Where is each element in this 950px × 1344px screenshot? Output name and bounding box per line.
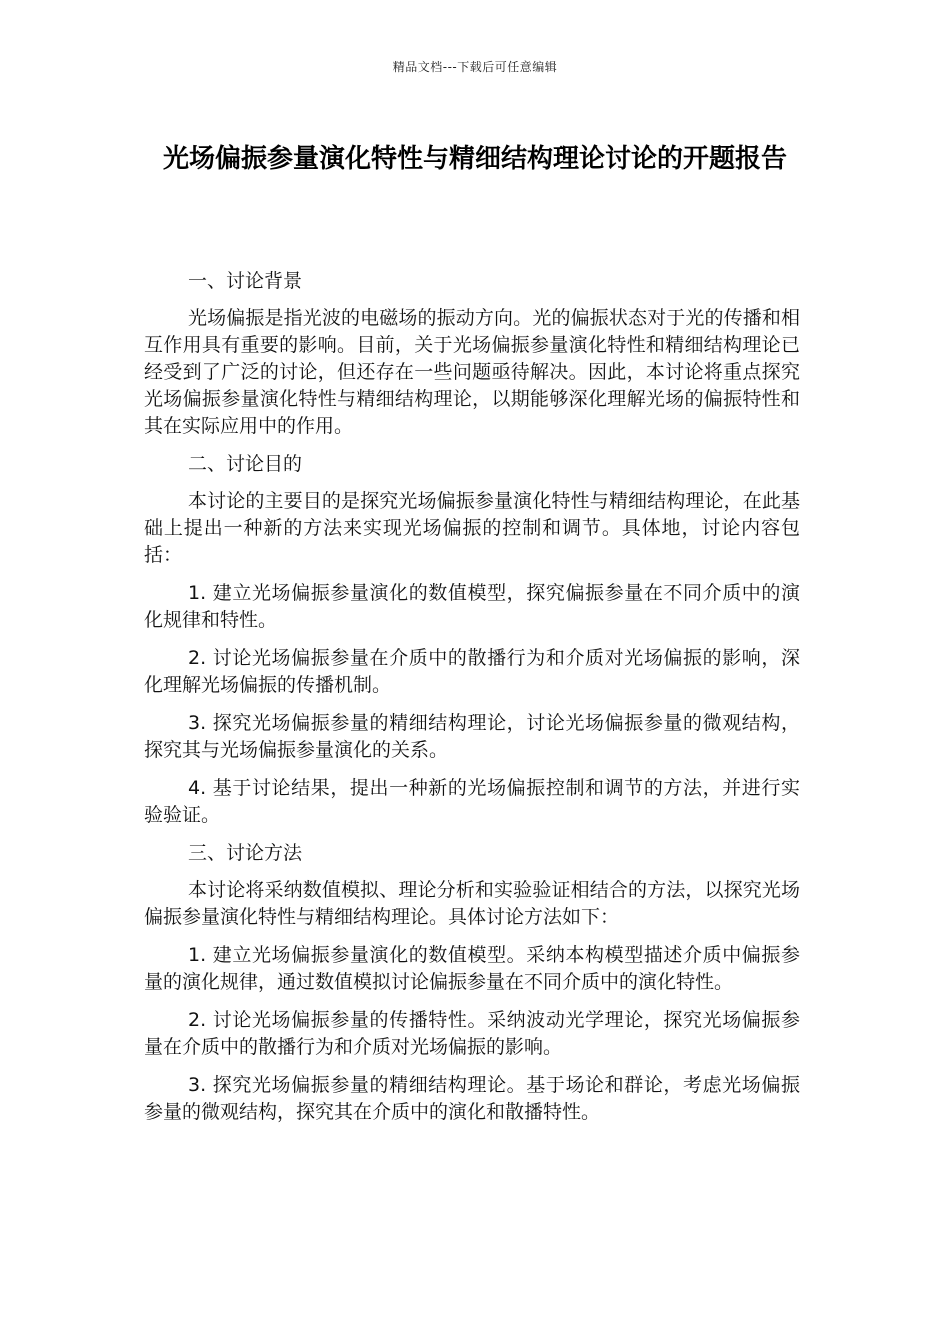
list-item: 1. 建立光场偏振参量演化的数值模型，探究偏振参量在不同介质中的演化规律和特性。 [144, 582, 800, 631]
document-title: 光场偏振参量演化特性与精细结构理论讨论的开题报告 [162, 144, 787, 174]
document-body [144, 268, 800, 1137]
list-item: 4. 基于讨论结果，提出一种新的光场偏振控制和调节的方法，并进行实验验证。 [144, 777, 800, 826]
list-item: 2. 讨论光场偏振参量在介质中的散播行为和介质对光场偏振的影响，深化理解光场偏振的传播机制。 [144, 647, 800, 696]
list-item: 3. 探究光场偏振参量的精细结构理论，讨论光场偏振参量的微观结构，探究其与光场偏振参量演化的关系。 [144, 712, 800, 761]
header-note: 精品文档---下载后可任意编辑 [392, 60, 558, 74]
section-heading-method: 三、讨论方法 [188, 842, 303, 864]
list-item: 2. 讨论光场偏振参量的传播特性。采纳波动光学理论，探究光场偏振参量在介质中的散播行为和介质对光场偏振的影响。 [144, 1009, 800, 1058]
section-heading-purpose: 二、讨论目的 [188, 453, 303, 475]
paragraph: 本讨论的主要目的是探究光场偏振参量演化特性与精细结构理论，在此基础上提出一种新的方法来实现光场偏振的控制和调节。具体地，讨论内容包括： [144, 490, 800, 566]
list-item: 1. 建立光场偏振参量演化的数值模型。采纳本构模型描述介质中偏振参量的演化规律，通过数值模拟讨论偏振参量在不同介质中的演化特性。 [144, 944, 800, 993]
paragraph: 光场偏振是指光波的电磁场的振动方向。光的偏振状态对于光的传播和相互作用具有重要的影响。目前，关于光场偏振参量演化特性和精细结构理论已经受到了广泛的讨论，但还存在一些问题亟待解决。因此，本讨论将重点探究光场偏振参量演化特性与精细结构理论，以期能够深化理解光场的偏振特性和其在实际应用中的作用。 [144, 307, 800, 437]
section-heading-background: 一、讨论背景 [188, 270, 303, 292]
paragraph: 本讨论将采纳数值模拟、理论分析和实验验证相结合的方法，以探究光场偏振参量演化特性与精细结构理论。具体讨论方法如下： [144, 879, 800, 928]
list-item: 3. 探究光场偏振参量的精细结构理论。基于场论和群论，考虑光场偏振参量的微观结构，探究其在介质中的演化和散播特性。 [144, 1074, 800, 1123]
